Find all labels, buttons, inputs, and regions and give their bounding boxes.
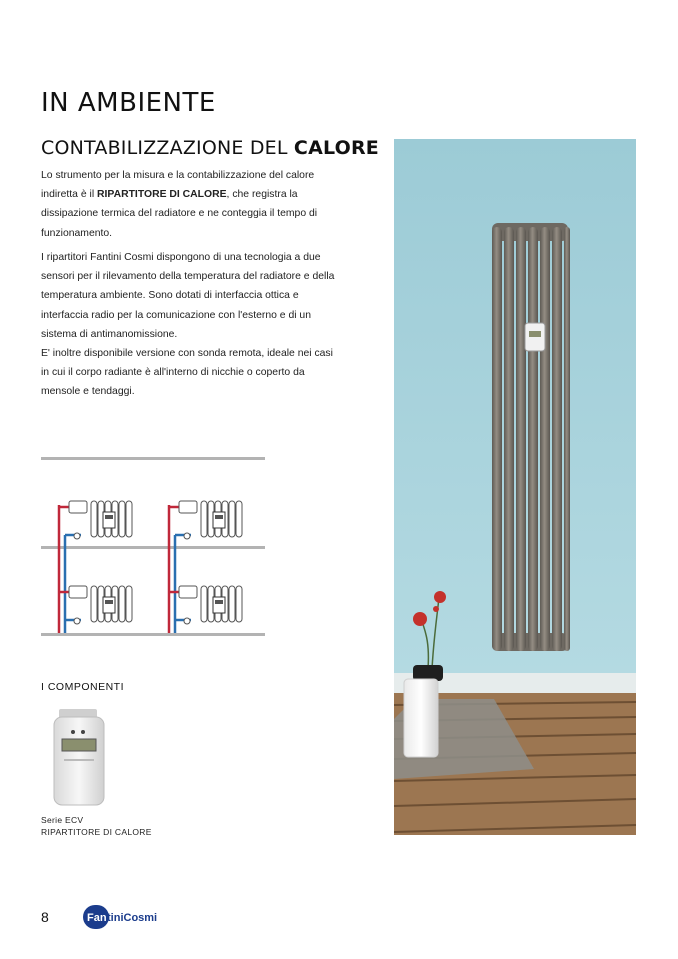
section-title-prefix: CONTABILIZZAZIONE DEL (41, 137, 294, 159)
paragraph-intro-text-a: Lo strumento per la misura e la contabilizzazione del calore indiretta è il (41, 170, 315, 201)
svg-text:Fan: Fan (87, 912, 107, 924)
radiator-unit (69, 501, 132, 539)
pipes-left (59, 505, 81, 633)
product-caption (41, 814, 152, 838)
section-title (41, 137, 379, 159)
floor-line-upper (41, 546, 265, 549)
paragraph-intro-bold: RIPARTITORE DI CALORE (97, 189, 227, 201)
radiator-unit (69, 586, 132, 624)
section-title-bold: CALORE (293, 137, 379, 159)
floor-line-lower (41, 633, 265, 636)
caption-series: Serie ECV (41, 815, 84, 825)
page-number: 8 (41, 909, 49, 925)
paragraph-intro (41, 166, 341, 243)
paragraph-intro-text-b: , che registra la dissipazione termica del radiatore e ne conteggia il tempo di funzionamento. (41, 189, 318, 239)
wall (394, 139, 636, 679)
fantini-cosmi-logo (83, 904, 159, 930)
heating-system-diagram (41, 455, 271, 640)
paragraph-technology: I ripartitori Fantini Cosmi dispongono di una tecnologia a due sensori per il rilevamento della temperatura del radiatore e della temperatura ambiente. Sono dotati di interfaccia ottica e interfaccia radio per la comunicazione con l'esterno e di un sistema di antimanomissione. (41, 252, 335, 340)
components-heading: I COMPONENTI (41, 681, 125, 693)
caption-name: RIPARTITORE DI CALORE (41, 827, 152, 837)
paragraph-remote-probe: E' inoltre disponibile versione con sonda remota, ideale nei casi in cui il corpo radiante è all'interno di nicchie o coperto da mensole e tendaggi. (41, 348, 333, 398)
svg-text:tiniCosmi: tiniCosmi (107, 912, 158, 924)
radiator-unit (179, 501, 242, 539)
allocator-on-radiator (525, 323, 545, 351)
pipes-right (169, 505, 191, 633)
radiator-unit (179, 586, 242, 624)
heat-cost-allocator-image (53, 705, 105, 807)
room-photo (394, 139, 636, 835)
vase (404, 665, 443, 757)
page-title: IN AMBIENTE (41, 88, 216, 118)
